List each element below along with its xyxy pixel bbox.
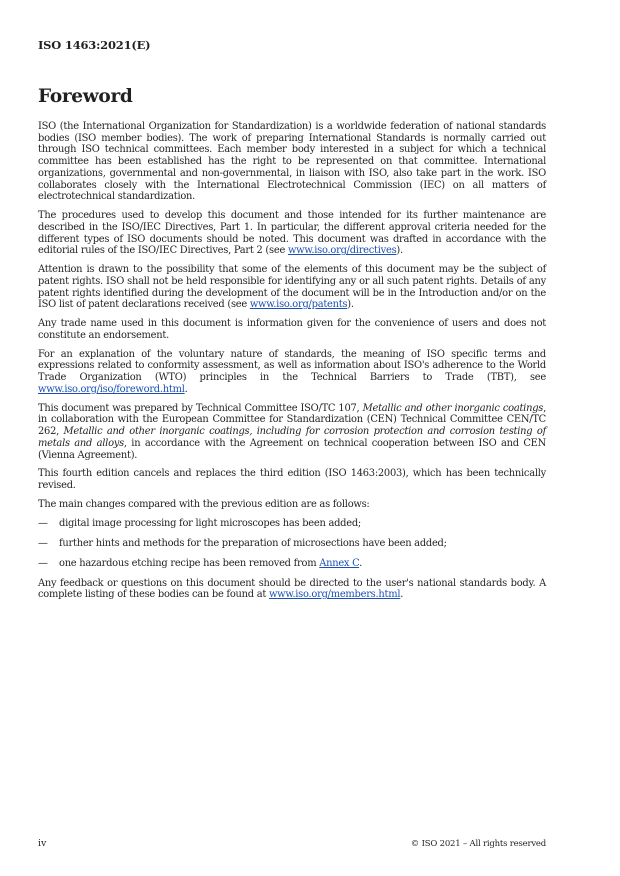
- directives-link[interactable]: www.iso.org/directives: [287, 245, 397, 257]
- paragraph-committee: This document was prepared by Technical Committee ISO/TC 107, Metallic and other inorganic coatings, in collaboration with the European Committee for Standardization (CEN) Technical Committee CEN/TC 262, Metallic and other inorganic coatings, including for corrosion protection and corrosion testing of metals and alloys, in accordance with the Agreement on technical cooperation between ISO and CEN (Vienna Agreement).: [38, 402, 546, 461]
- list-item: — one hazardous etching recipe has been removed from Annex C.: [38, 557, 362, 569]
- changes-list: [38, 518, 546, 569]
- dash-bullet: —: [38, 517, 48, 529]
- page-title: Foreword: [38, 86, 133, 107]
- document-id: ISO 1463:2021(E): [38, 38, 151, 52]
- paragraph-iso-intro: ISO (the International Organization for Standardization) is a worldwide federation of national standards bodies (ISO member bodies). The work of preparing International Standards is normally carried out through ISO technical committees. Each member body interested in a subject for which a technical committee has been established has the right to be represented on that committee. International organizations, governmental and non-governmental, in liaison with ISO, also take part in the work. ISO collaborates closely with the International Electrotechnical Commission (IEC) on all matters of electrotechnical standardization.: [38, 121, 546, 203]
- paragraph-feedback: Any feedback or questions on this document should be directed to the user's national standards body. A complete listing of these bodies can be found at www.iso.org/members.html.: [38, 577, 546, 601]
- list-item: — further hints and methods for the preparation of microsections have been added;: [38, 537, 447, 549]
- paragraph-voluntary-nature: For an explanation of the voluntary nature of standards, the meaning of ISO specific terms and expressions related to conformity assessment, as well as information about ISO's adherence to the World Trade Organization (WTO) principles in the Technical Barriers to Trade (TBT), see www.iso.org/iso/foreword.html.: [38, 348, 546, 395]
- dash-bullet: —: [38, 557, 48, 569]
- paragraph-patents: Attention is drawn to the possibility that some of the elements of this document may be the subject of patent rights. ISO shall not be held responsible for identifying any or all such patent rights. Details of any patent rights identified during the development of the document will be in the Introduction and/or on the ISO list of patent declarations received (see www.iso.org/patents).: [38, 264, 546, 311]
- members-link[interactable]: www.iso.org/members.html: [268, 589, 401, 601]
- dash-bullet: —: [38, 537, 48, 549]
- paragraph-procedures: The procedures used to develop this document and those intended for its further maintenance are described in the ISO/IEC Directives, Part 1. In particular, the different approval criteria needed for the different types of ISO documents should be noted. This document was drafted in accordance with the editorial rules of the ISO/IEC Directives, Part 2 (see www.iso.org/directives).: [38, 210, 546, 257]
- list-item: — digital image processing for light microscopes has been added;: [38, 517, 361, 529]
- foreword-link[interactable]: www.iso.org/iso/foreword.html: [38, 383, 185, 395]
- annex-c-link[interactable]: Annex C: [319, 557, 360, 569]
- foreword-body: [38, 121, 546, 608]
- copyright-notice: © ISO 2021 – All rights reserved: [410, 839, 546, 849]
- paragraph-edition: This fourth edition cancels and replaces the third edition (ISO 1463:2003), which has been technically revised.: [38, 468, 546, 492]
- paragraph-main-changes: The main changes compared with the previous edition are as follows:: [38, 499, 370, 510]
- patents-link[interactable]: www.iso.org/patents: [249, 299, 348, 311]
- page-number: iv: [38, 838, 47, 849]
- paragraph-trade-name: Any trade name used in this document is information given for the convenience of users and does not constitute an endorsement.: [38, 318, 546, 341]
